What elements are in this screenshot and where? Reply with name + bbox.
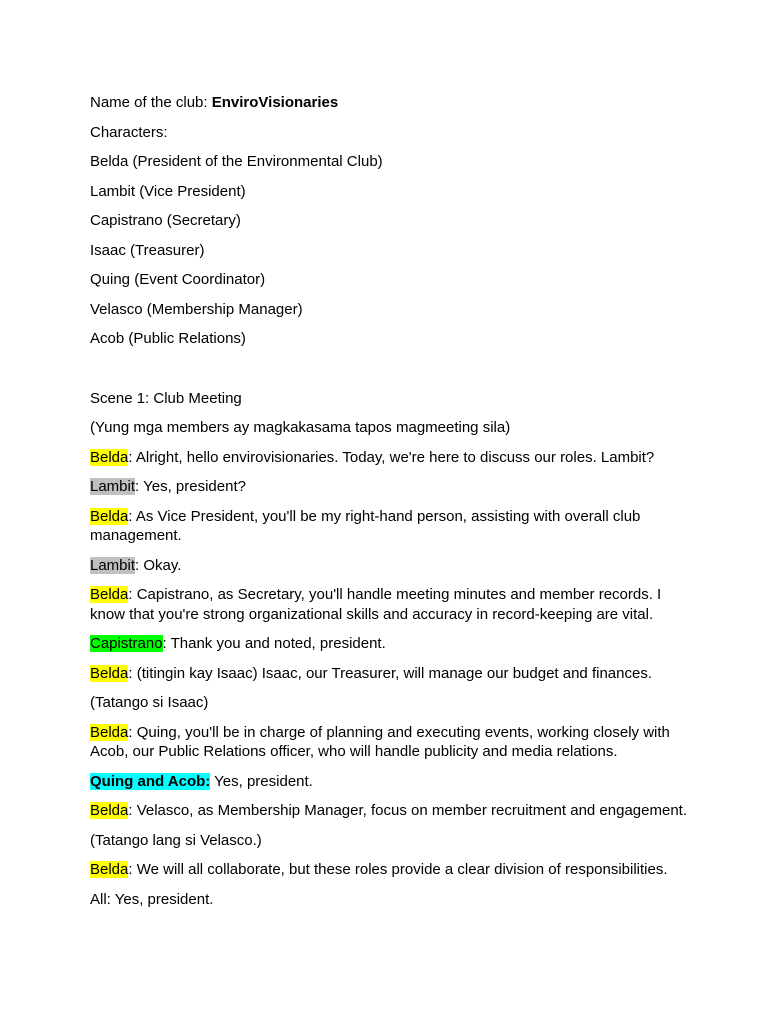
dialogue-line — [90, 585, 690, 624]
characters-heading: Characters: — [90, 123, 168, 141]
dialogue-line — [90, 801, 690, 821]
club-name-label: Name of the club: — [90, 94, 212, 111]
speaker-lambit: Lambit — [90, 478, 136, 495]
character-belda: Belda (President of the Environmental Club) — [90, 153, 383, 170]
dialogue-line — [90, 634, 690, 654]
dialogue-text: : Quing, you'll be in charge of planning and executing events, working closely with Acob, our Public Relations officer, who will handle publicity and media relations. — [90, 723, 670, 760]
character-quing: Quing (Event Coordinator) — [90, 271, 266, 288]
club-name: EnviroVisionaries — [211, 94, 339, 111]
speaker-belda: Belda — [90, 586, 129, 603]
dialogue-line — [90, 772, 690, 792]
character-capistrano: Capistrano (Secretary) — [90, 212, 241, 229]
character-isaac: Isaac (Treasurer) — [90, 241, 205, 259]
speaker-belda: Belda — [90, 507, 129, 525]
dialogue-line — [90, 664, 690, 684]
dialogue-text: : (titingin kay Isaac) Isaac, our Treasurer, will manage our budget and finances. — [128, 664, 652, 682]
dialogue-text: : As Vice President, you'll be my right-hand person, assisting with overall club management. — [90, 507, 641, 544]
dialogue-line — [90, 477, 690, 497]
speaker-capistrano: Capistrano — [90, 635, 163, 652]
dialogue-line — [90, 507, 690, 546]
speaker-belda: Belda — [90, 861, 129, 878]
speaker-belda: Belda — [90, 448, 129, 466]
dialogue-text: : Thank you and noted, president. — [162, 635, 386, 652]
dialogue-line — [90, 723, 690, 762]
stage-direction: (Tatango si Isaac) — [90, 694, 209, 711]
dialogue-text: Yes, president. — [210, 772, 313, 790]
character-lambit: Lambit (Vice President) — [90, 182, 246, 200]
dialogue-text: : Capistrano, as Secretary, you'll handle meeting minutes and member records. I know that you're strong organizational skills and accuracy in record-keeping are vital. — [90, 586, 662, 623]
stage-direction: (Yung mga members ay magkakasama tapos magmeeting sila) — [90, 419, 511, 436]
club-name-line — [90, 93, 690, 113]
dialogue-line — [90, 556, 690, 576]
speaker-belda: Belda — [90, 664, 129, 682]
speaker-quing-and-acob: Quing and Acob: — [90, 772, 211, 790]
character-acob: Acob (Public Relations) — [90, 330, 246, 347]
speaker-belda: Belda — [90, 723, 129, 741]
scene-title: Scene 1: Club Meeting — [90, 389, 242, 407]
character-velasco: Velasco (Membership Manager) — [90, 300, 303, 318]
dialogue-text: : Okay. — [135, 556, 182, 574]
stage-direction: (Tatango lang si Velasco.) — [90, 831, 262, 849]
dialogue-text: : We will all collaborate, but these roles provide a clear division of responsibilities. — [128, 861, 668, 878]
spacer — [90, 359, 690, 389]
document-body — [90, 93, 690, 919]
dialogue-text: : Velasco, as Membership Manager, focus on member recruitment and engagement. — [128, 802, 688, 819]
dialogue-line — [90, 860, 690, 880]
speaker-belda: Belda — [90, 802, 129, 819]
dialogue-text: : Yes, president? — [135, 478, 246, 495]
dialogue-text: : Alright, hello envirovisionaries. Today, we're here to discuss our roles. Lambit? — [128, 448, 655, 466]
dialogue-line — [90, 448, 690, 468]
speaker-lambit: Lambit — [90, 556, 136, 574]
dialogue-line-all: All: Yes, president. — [90, 890, 214, 908]
